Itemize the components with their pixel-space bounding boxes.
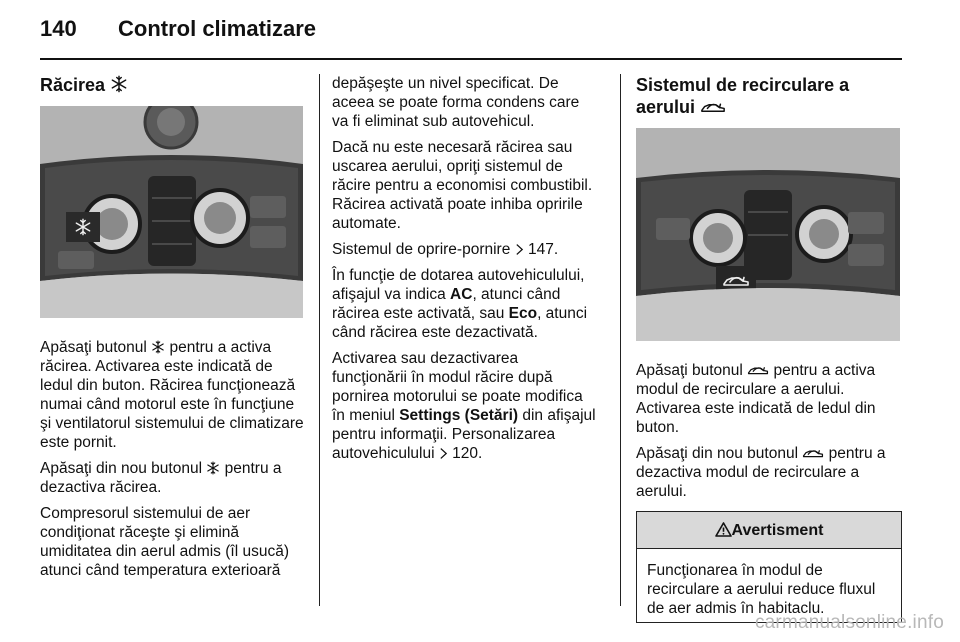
recirculation-icon	[747, 364, 769, 377]
cooling-paragraph-3: Compresorul sistemului de aer condiţionat răceşte şi elimină umiditatea din aerul admis (îl usucă) atunci când temperatura exterioară	[40, 505, 289, 579]
climate-panel-cooling-photo	[40, 106, 303, 318]
page-reference-link[interactable]: 147	[527, 241, 554, 258]
reference-arrow-icon	[439, 447, 448, 460]
cooling-heading	[40, 74, 305, 96]
cooling-heading-text: Răcirea	[40, 75, 106, 95]
snowflake-icon	[110, 75, 128, 93]
ac-indicator-label: AC	[450, 286, 473, 303]
settings-menu-label: Settings (Setări)	[399, 407, 519, 424]
col2-paragraph-3: Sistemul de oprire-pornire 147.	[332, 241, 559, 258]
recirculation-icon	[700, 100, 726, 115]
reference-arrow-icon	[515, 243, 524, 256]
column-cooling	[40, 74, 305, 587]
cooling-paragraph-2: Apăsaţi din nou butonul pentru a dezactiva răcirea.	[40, 460, 282, 496]
column-recirculation	[636, 74, 902, 623]
watermark: carmanualsonline.info	[754, 612, 944, 633]
col2-paragraph-4: În funcţie de dotarea autovehiculului, afişajul va indica AC, atunci când răcirea este activată, sau Eco, atunci când răcirea este dezactivată.	[332, 267, 588, 341]
warning-box	[636, 511, 902, 623]
recirculation-heading	[636, 74, 902, 118]
snowflake-icon	[206, 461, 220, 475]
warning-text: Funcţionarea în modul de recirculare a aerului reduce fluxul de aer admis în habitaclu.	[647, 562, 876, 617]
column-cooling-continued	[332, 74, 597, 470]
chapter-title: Control climatizare	[118, 16, 317, 41]
eco-indicator-label: Eco	[508, 305, 538, 322]
column-divider	[620, 74, 621, 606]
page-header	[40, 16, 902, 50]
warning-header	[637, 512, 901, 549]
page-reference-link[interactable]: 120	[452, 445, 479, 462]
snowflake-icon	[151, 340, 165, 354]
warning-title: Avertisment	[731, 522, 824, 539]
recirculation-paragraph-2: Apăsaţi din nou butonul pentru a dezactiva modul de recirculare a aerului.	[636, 445, 886, 500]
cooling-paragraph-1: Apăsaţi butonul pentru a activa răcirea. Activarea este indicată de ledul din buton. Răcirea funcţionează numai când motorul este în funcţiune şi ventilatorul sistemului de climatizare este pornit.	[40, 339, 304, 451]
page-number: 140	[40, 16, 77, 41]
col2-paragraph-1: depăşeşte un nivel specificat. De aceea se poate forma condens care va fi eliminat sub autovehicul.	[332, 75, 580, 130]
warning-triangle-icon	[715, 522, 732, 537]
column-divider	[319, 74, 320, 606]
recirculation-paragraph-1: Apăsaţi butonul pentru a activa modul de recirculare a aerului. Activarea este indicată de ledul din buton.	[636, 362, 876, 436]
recirculation-heading-text: Sistemul de recirculare a aerului	[636, 75, 850, 117]
col2-paragraph-5: Activarea sau dezactivarea funcţionării în modul răcire după pornirea motorului se poate modifica în meniul Settings (Setări) din afişajul pentru informaţii. Personalizarea autovehiculului 120.	[332, 350, 596, 462]
recirculation-icon	[802, 447, 824, 460]
header-rule	[40, 58, 902, 60]
col2-paragraph-2: Dacă nu este necesară răcirea sau uscarea aerului, opriţi sistemul de răcire pentru a economisi combustibil. Răcirea activată poate inhiba opririle automate.	[332, 139, 593, 232]
climate-panel-recirculation-photo	[636, 128, 900, 341]
